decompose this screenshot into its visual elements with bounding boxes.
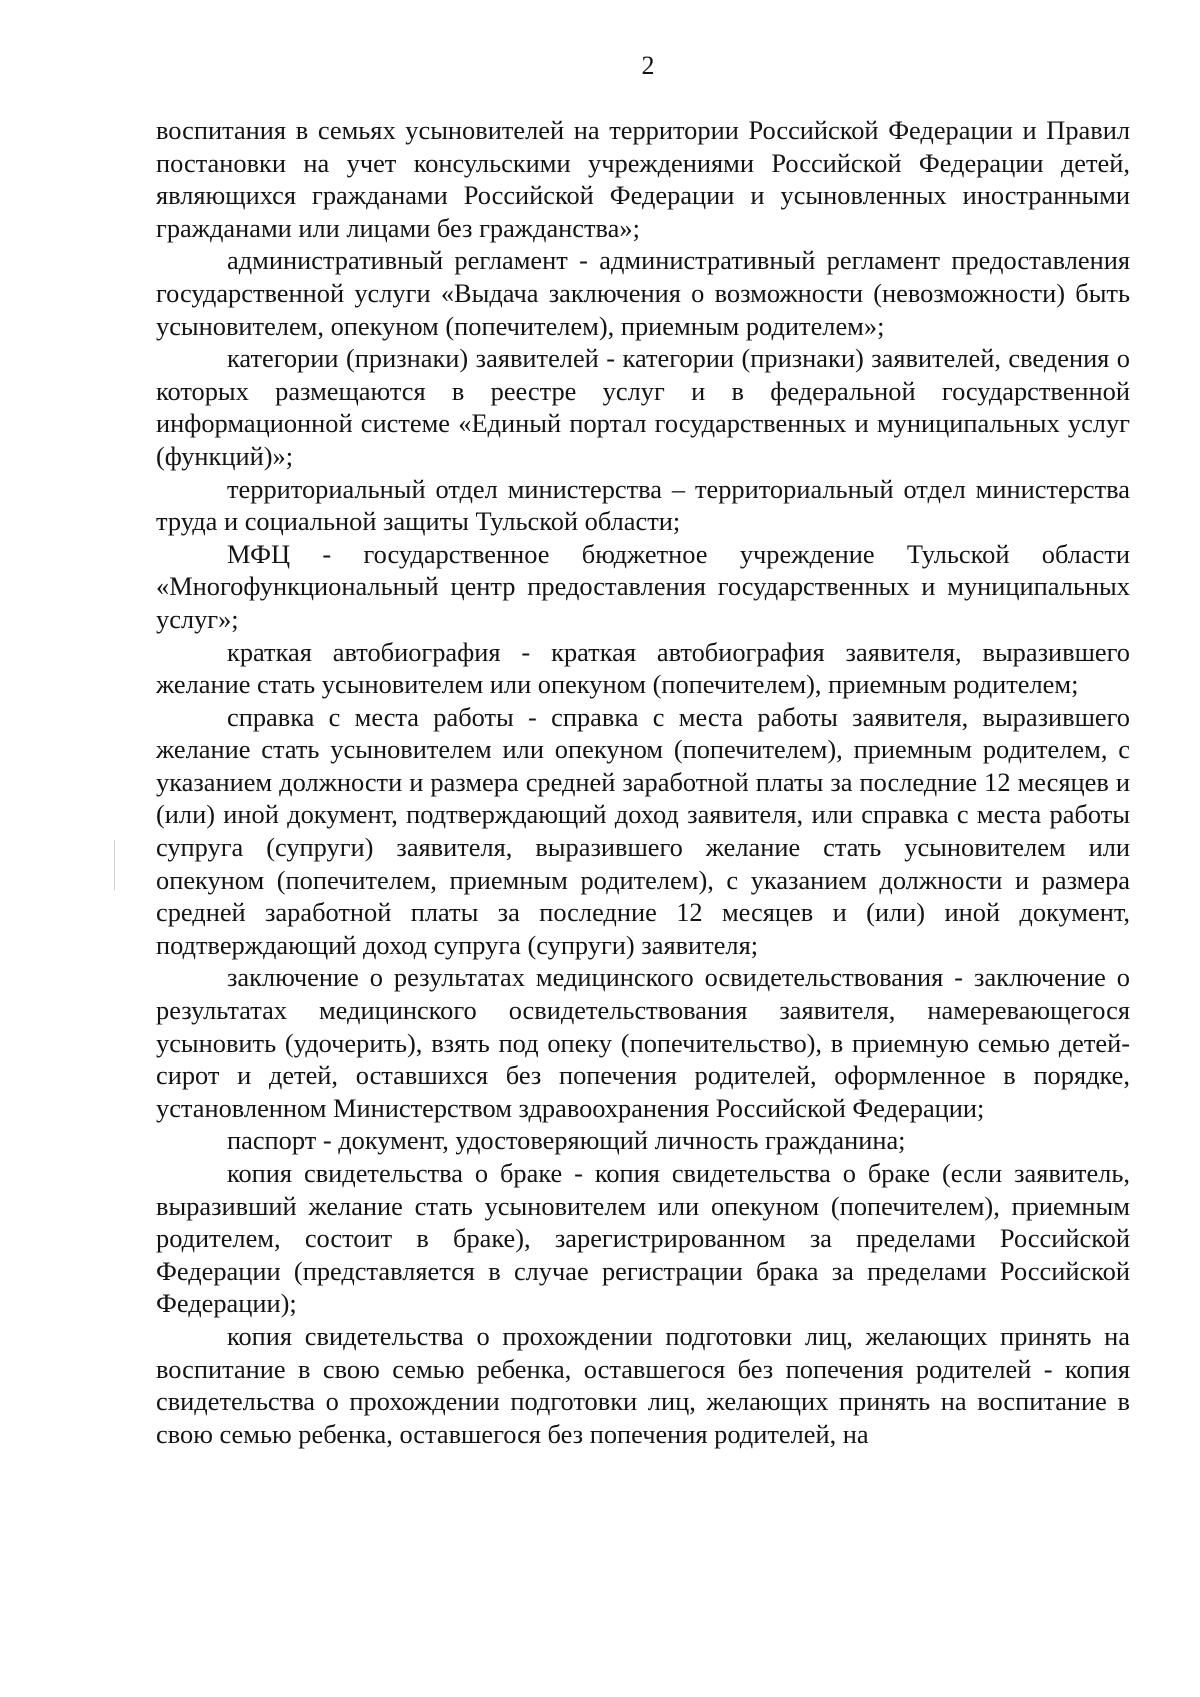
paragraph-10: копия свидетельства о браке - копия свидетельства о браке (если заявитель, выразивший желание стать усыновителем или опекуном (попечителем), приемным родителем, состоит в браке), зарегистрированном за пределами Российской Федерации (представляется в случае регистрации брака за пределами Российской Федерации); bbox=[156, 1158, 1130, 1319]
scan-margin-mark bbox=[114, 840, 115, 890]
document-body bbox=[156, 114, 1130, 1450]
paragraph-8: заключение о результатах медицинского освидетельствования - заключение о результатах медицинского освидетельствования заявителя, намеревающегося усыновить (удочерить), взять под опеку (попечительство), в приемную семью детей-сирот и детей, оставшихся без попечения родителей, оформленное в порядке, установленном Министерством здравоохранения Российской Федерации; bbox=[156, 962, 1130, 1123]
paragraph-1: воспитания в семьях усыновителей на территории Российской Федерации и Правил постановки на учет консульскими учреждениями Российской Федерации детей, являющихся гражданами Российской Федерации и усыновленных иностранными гражданами или лицами без гражданства»; bbox=[156, 115, 1130, 243]
paragraph-4: территориальный отдел министерства – территориальный отдел министерства труда и социальной защиты Тульской области; bbox=[156, 473, 1130, 537]
paragraph-3: категории (признаки) заявителей - категории (признаки) заявителей, сведения о которых размещаются в реестре услуг и в федеральной государственной информационной системе «Единый портал государственных и муниципальных услуг (функций)»; bbox=[156, 343, 1130, 471]
paragraph-7: справка с места работы - справка с места работы заявителя, выразившего желание стать усыновителем или опекуном (попечителем), приемным родителем, с указанием должности и размера средней заработной платы за последние 12 месяцев и (или) иной документ, подтверждающий доход заявителя, или справка с места работы супруга (супруги) заявителя, выразившего желание стать усыновителем или опекуном (попечителем, приемным родителем), с указанием должности и размера средней заработной платы за последние 12 месяцев и (или) иной документ, подтверждающий доход супруга (супруги) заявителя; bbox=[156, 701, 1130, 960]
page-number: 2 bbox=[641, 51, 655, 80]
paragraph-9: паспорт - документ, удостоверяющий личность гражданина; bbox=[227, 1125, 906, 1156]
paragraph-11: копия свидетельства о прохождении подготовки лиц, желающих принять на воспитание в свою семью ребенка, оставшегося без попечения родителей - копия свидетельства о прохождении подготовки лиц, желающих принять на воспитание в свою семью ребенка, оставшегося без попечения родителей, на bbox=[156, 1320, 1130, 1449]
paragraph-5: МФЦ - государственное бюджетное учреждение Тульской области «Многофункциональный центр предоставления государственных и муниципальных услуг»; bbox=[156, 538, 1130, 634]
paragraph-6: краткая автобиография - краткая автобиография заявителя, выразившего желание стать усыновителем или опекуном (попечителем), приемным родителем; bbox=[156, 636, 1130, 700]
paragraph-2: административный регламент - административный регламент предоставления государственной услуги «Выдача заключения о возможности (невозможности) быть усыновителем, опекуном (попечителем), приемным родителем»; bbox=[156, 245, 1130, 341]
